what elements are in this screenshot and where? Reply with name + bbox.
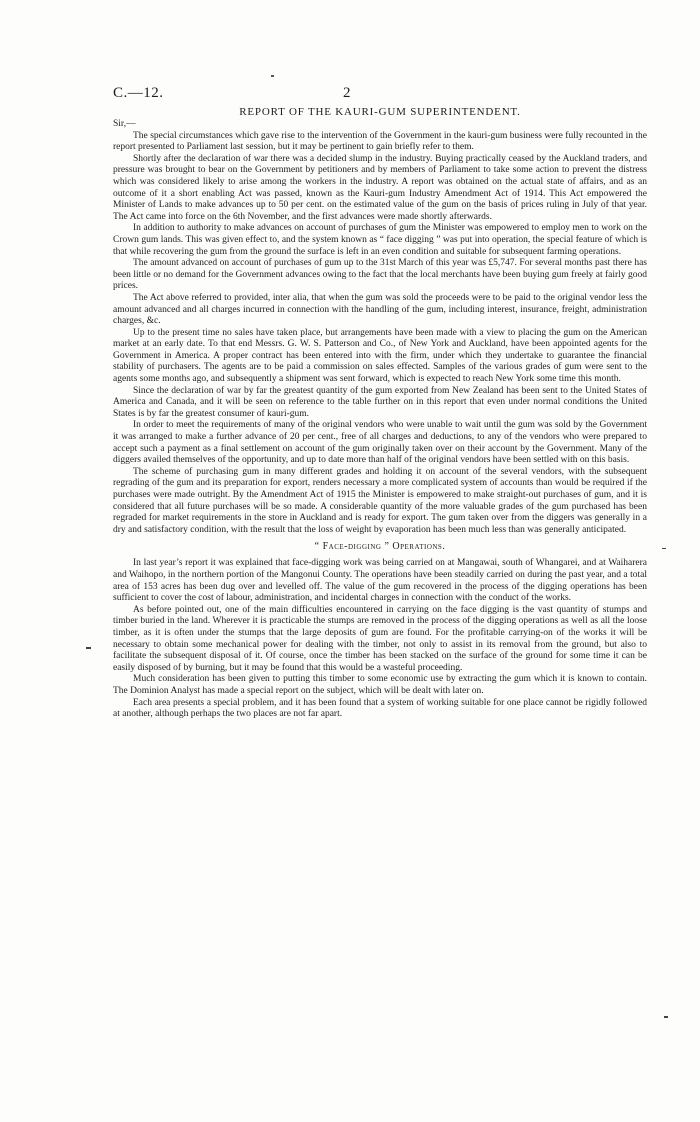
intro-paragraphs bbox=[113, 131, 647, 537]
paragraph: As before pointed out, one of the main difficulties encountered in carrying on the face digging is the vast quantity of stumps and timber buried in the land. Wherever it is practicable the stumps are removed in the process of the digging operations as well as all the loose timber, as it is often under the stumps that the large deposits of gum are found. For the profitable carrying-on of the works it will be necessary to obtain some mechanical power for dealing with the timber, not only to assist in its removal from the ground, but also to facilitate the subsequent disposal of it. Of course, once the timber has been stacked on the surface of the ground for some time it can be easily disposed of by burning, but it may be found that this would be a wasteful proceeding. bbox=[113, 604, 647, 673]
paragraph: The special circumstances which gave rise to the intervention of the Government in the kauri-gum business were fully recounted in the report presented to Parliament last session, but it may be pertinent to gain briefly refer to them. bbox=[113, 130, 647, 153]
report-title: REPORT OF THE KAURI-GUM SUPERINTENDENT. bbox=[239, 106, 521, 118]
paragraph: In last year’s report it was explained that face-digging work was being carried on at Mangawai, south of Whangarei, and at Waiharera and Waihopo, in the northern portion of the Mangonui County. The operations have been steadily carried on during the past year, and a total area of 153 acres has been dug over and levelled off. The value of the gum recovered in the process of the digging operations has been sufficient to cover the cost of labour, administration, and incidental charges in connection with the conduct of the works. bbox=[113, 558, 647, 604]
section-paragraphs bbox=[113, 558, 647, 720]
paragraph: Each area presents a special problem, and it has been found that a system of working suitable for one place cannot be rigidly followed at another, although perhaps the two places are not far apart. bbox=[113, 697, 647, 720]
paragraph: Much consideration has been given to putting this timber to some economic use by extracting the gum which it is known to contain. The Dominion Analyst has made a special report on the subject, which will be dealt with later on. bbox=[113, 674, 647, 696]
scan-mark bbox=[662, 548, 666, 549]
salutation: Sir,— bbox=[113, 119, 136, 129]
paragraph: The scheme of purchasing gum in many different grades and holding it on account of the several vendors, with the subsequent regrading of the gum and its preparation for export, renders necessary a more complicated system of accounts than would be required if the purchases were made outright. By the Amendment Act of 1915 the Minister is empowered to make straight-out purchases of gum, and it is considered that all future purchases will be so made. A considerable quantity of the more valuable grades of the gum purchased has been regraded for market requirements in the store in Auckland and is ready for export. The gum taken over from the diggers was generally in a dry and satisfactory condition, with the result that the loss of weight by evaporation has been much less than was generally anticipated. bbox=[113, 466, 647, 535]
paragraph: The amount advanced on account of purchases of gum up to the 31st March of this year was £5,747. For several months past there has been little or no demand for the Government advances owing to the fact that the local merchants have been buying gum freely at fairly good prices. bbox=[113, 258, 647, 292]
section-heading: “ Face-digging ” Operations. bbox=[314, 541, 446, 553]
paragraph: Shortly after the declaration of war there was a decided slump in the industry. Buying practically ceased by the Auckland traders, and pressure was brought to bear on the Government by petitioners and by members of Parliament to take some action to prevent the distress which was considered likely to arise among the workers in the industry. A report was obtained on the actual state of affairs, and as an outcome of it a short enabling Act was passed, known as the Kauri-gum Industry Amendment Act of 1914. This Act empowered the Minister of Lands to make advances up to 50 per cent. on the estimated value of the gum on the basis of prices ruling in July of that year. The Act came into force on the 6th November, and the first advances were made shortly afterwards. bbox=[113, 153, 647, 222]
paragraph: The Act above referred to provided, inter alia, that when the gum was sold the proceeds were to be paid to the original vendor less the amount advanced and all charges incurred in connection with the handling of the gum, including interest, insurance, freight, administration charges, &c. bbox=[113, 292, 647, 327]
paragraph: In order to meet the requirements of many of the original vendors who were unable to wait until the gum was sold by the Government it was arranged to make a further advance of 20 per cent., free of all charges and deductions, to any of the vendors who were prepared to accept such a payment as a final settlement on account of the gum originally taken over on their account by the Government. Many of the diggers availed themselves of the opportunity, and up to date more than half of the original vendors have been settled with on this basis. bbox=[113, 420, 647, 466]
page-number: 2 bbox=[343, 85, 351, 101]
document-reference: C.—12. bbox=[113, 85, 164, 101]
paragraph: Since the declaration of war by far the greatest quantity of the gum exported from New Zealand has been sent to the United States of America and Canada, and it will be seen on reference to the table further on in this report that even under normal conditions the United States is by far the greatest consumer of kauri-gum. bbox=[113, 385, 647, 419]
print-mark bbox=[271, 75, 274, 77]
paragraph: Up to the present time no sales have taken place, but arrangements have been made with a view to placing the gum on the American market at an early date. To that end Messrs. G. W. S. Patterson and Co., of New York and Auckland, have been appointed agents for the Government in America. A proper contract has been entered into with the firm, under which they undertake to guarantee the financial stability of purchasers. The agents are to be paid a commission on sales effected. Samples of the various grades of gum were sent to the agents some months ago, and subsequently a shipment was sent forward, which is expected to reach New York some time this month. bbox=[113, 327, 647, 385]
report-body bbox=[113, 105, 647, 721]
scan-mark bbox=[86, 647, 91, 649]
paragraph: In addition to authority to make advances on account of purchases of gum the Minister was empowered to employ men to work on the Crown gum lands. This was given effect to, and the system known as “ face digging ” was put into operation, the special feature of which is that while recovering the gum from the ground the surface is left in an even condition and suitable for subsequent farming operations. bbox=[113, 223, 647, 257]
scan-mark bbox=[664, 1016, 668, 1018]
